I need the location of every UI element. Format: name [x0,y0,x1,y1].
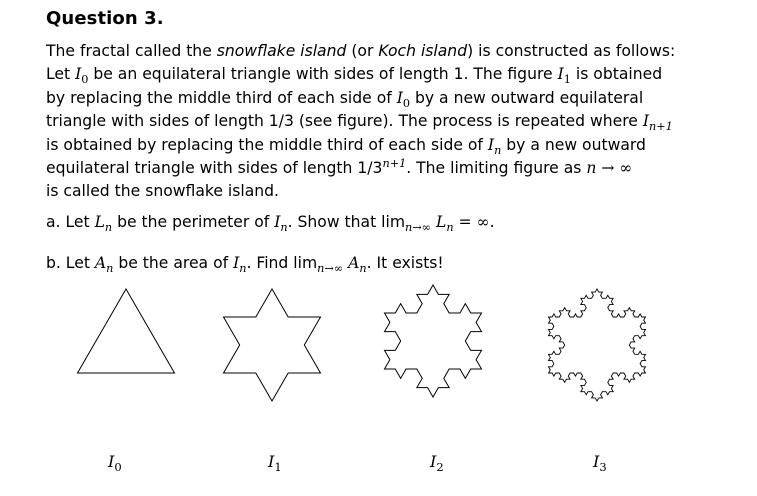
statement-line [46,180,736,203]
text: (or [346,42,379,60]
math-var: I [75,65,82,84]
label-letter: I [108,452,115,471]
math-var: I [274,213,281,231]
koch-snowflake-level-3 [549,289,646,401]
statement-line [46,110,736,133]
math-var: I [642,112,650,131]
math-sup: n+1 [382,156,407,170]
koch-snowflake-level-2 [385,285,482,397]
text: be the perimeter of [112,213,275,231]
text: b. Let [46,254,95,272]
text: equilateral triangle with sides of length 1/3 [46,159,383,178]
math-text: = ∞. [453,213,495,231]
text: be an equilateral triangle with sides of length 1. The figure [88,65,558,84]
statement-line [46,134,736,157]
math-var: I [557,65,564,84]
label-sub: 0 [114,460,122,475]
label-letter: I [430,452,437,471]
math-var: A [348,254,360,272]
text: ) is constructed as follows: [467,42,676,60]
math-sub: n [280,221,288,235]
math-var: I [396,88,403,107]
label-letter: I [593,452,600,471]
text: . Find lim [246,254,318,272]
term-koch-island: Koch island [378,42,468,60]
text: be the area of [113,254,234,272]
part-a [46,213,495,235]
label-sub: 1 [274,460,282,475]
text: by a new outward [501,135,646,154]
text: triangle with sides of length 1/3 (see figure). The process is repeated where [46,112,643,131]
math-var: L [436,213,447,231]
koch-snowflake-figures [0,280,757,450]
term-snowflake-island: snowflake island [216,42,347,60]
label-sub: 3 [599,460,607,475]
math-sub: n+1 [649,120,673,134]
label-letter: I [268,452,275,471]
math-sub: n [104,221,113,235]
statement-line [46,40,736,63]
text: Let [46,65,76,84]
math-text: → ∞ [596,159,633,178]
text: by replacing the middle third of each side of [46,88,397,107]
math-sub: n [106,262,114,276]
figure-label-i3 [593,452,607,475]
text: a. Let [46,213,95,231]
math-sub: 0 [81,73,89,87]
text: . It exists! [366,254,444,272]
math-sub: n [239,262,247,276]
problem-statement [46,40,736,204]
figure-label-i2 [430,452,444,475]
statement-line [46,157,736,180]
question-title: Question 3. [46,8,164,29]
math-sub: n [359,262,367,276]
text: is obtained by replacing the middle third of each side of [46,135,488,154]
text: . Show that lim [287,213,406,231]
math-var: I [233,254,240,272]
math-var: I [487,135,495,154]
text: by a new outward equilateral [410,88,644,107]
text: The fractal called the [46,42,217,60]
math-sub: 0 [402,96,411,110]
math-sub: n→∞ [317,262,344,276]
part-b [46,254,444,276]
koch-snowflake-level-0 [78,289,175,373]
label-sub: 2 [436,460,444,475]
figure-label-i0 [108,452,122,475]
math-sub: 1 [563,73,571,87]
koch-snowflake-level-1 [224,289,321,401]
text: is obtained [570,65,663,84]
math-var: L [94,213,105,231]
math-sub: n→∞ [405,221,432,235]
text: is called the snowflake island. [46,182,279,201]
figure-label-i1 [268,452,282,475]
statement-line [46,63,736,86]
math-sub: n [446,221,454,235]
text: . The limiting figure as [406,159,587,178]
statement-line [46,87,736,110]
math-sub: n [494,143,502,157]
math-var: A [94,254,107,272]
math-var: n [586,159,597,178]
